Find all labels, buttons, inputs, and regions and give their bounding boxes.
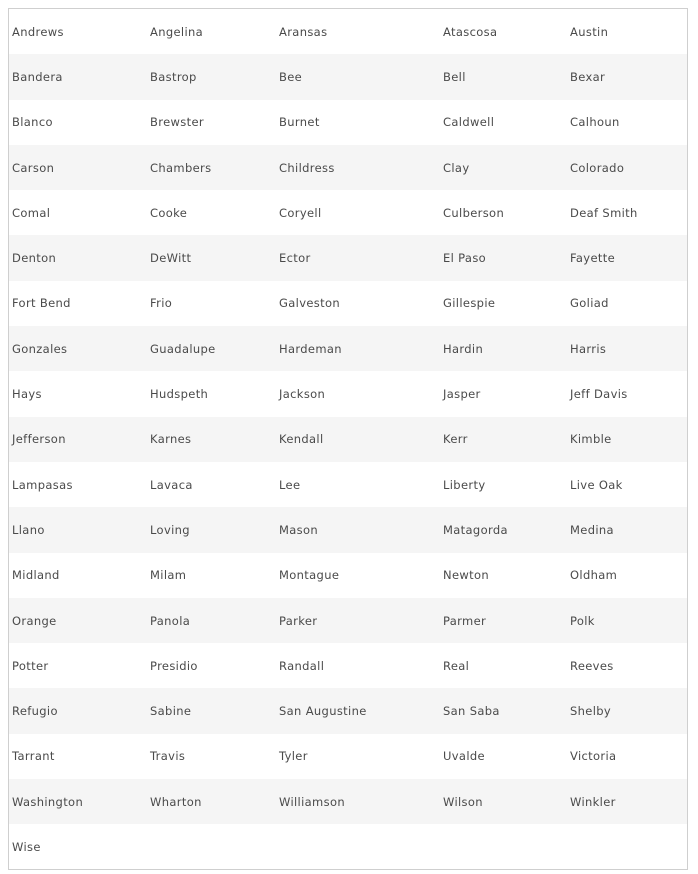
table-row <box>9 779 687 824</box>
county-cell: Hays <box>12 387 42 402</box>
county-cell: Bastrop <box>147 54 276 99</box>
county-cell: Matagorda <box>440 507 567 552</box>
county-cell: Aransas <box>279 24 328 39</box>
county-cell: Panola <box>147 598 276 643</box>
county-cell: Fayette <box>567 235 687 280</box>
county-cell: Comal <box>12 205 51 220</box>
table-row <box>9 598 687 643</box>
county-cell: Jeff Davis <box>570 387 628 402</box>
table-row <box>9 145 687 190</box>
county-cell: Caldwell <box>443 115 495 130</box>
county-cell: Burnet <box>279 115 320 130</box>
county-cell: Orange <box>9 598 147 643</box>
county-cell: Parker <box>276 598 440 643</box>
county-cell: Clay <box>440 145 567 190</box>
county-cell: Lampasas <box>12 477 73 492</box>
county-cell: Wharton <box>147 779 276 824</box>
county-cell: Sabine <box>147 688 276 733</box>
table-row <box>9 100 687 145</box>
county-cell: Childress <box>276 145 440 190</box>
county-cell: Fort Bend <box>12 296 71 311</box>
county-cell: Liberty <box>443 477 486 492</box>
county-cell: Parmer <box>440 598 567 643</box>
county-cell: Culberson <box>443 205 505 220</box>
county-cell: Hudspeth <box>150 387 209 402</box>
county-cell: Newton <box>443 568 490 583</box>
county-cell: Reeves <box>570 658 614 673</box>
table-row <box>9 643 687 688</box>
table-row <box>9 507 687 552</box>
county-cell: Loving <box>147 507 276 552</box>
county-cell: Cooke <box>150 205 188 220</box>
county-cell: Bell <box>440 54 567 99</box>
county-cell: Montague <box>279 568 340 583</box>
table-row <box>9 235 687 280</box>
county-cell: Atascosa <box>443 24 498 39</box>
county-cell: Lee <box>279 477 301 492</box>
county-cell: Williamson <box>276 779 440 824</box>
county-cell: Colorado <box>567 145 687 190</box>
county-cell: Calhoun <box>570 115 620 130</box>
table-row <box>9 281 687 326</box>
county-cell: Shelby <box>567 688 687 733</box>
county-cell: Midland <box>12 568 60 583</box>
county-cell: Ector <box>276 235 440 280</box>
county-cell: Deaf Smith <box>570 205 638 220</box>
county-cell: Real <box>443 658 470 673</box>
county-cell: Galveston <box>279 296 341 311</box>
county-cell: Lavaca <box>150 477 193 492</box>
county-cell: Victoria <box>570 749 617 764</box>
table-row <box>9 462 687 507</box>
county-cell: Polk <box>567 598 687 643</box>
county-cell: Gillespie <box>443 296 496 311</box>
county-cell: Randall <box>279 658 325 673</box>
county-cell: Bandera <box>9 54 147 99</box>
county-cell: Tyler <box>279 749 308 764</box>
county-cell: Brewster <box>150 115 204 130</box>
county-cell: Jefferson <box>9 417 147 462</box>
county-cell: Medina <box>567 507 687 552</box>
county-cell: Hardeman <box>276 326 440 371</box>
county-cell: Hardin <box>440 326 567 371</box>
county-cell: Refugio <box>9 688 147 733</box>
county-cell: DeWitt <box>147 235 276 280</box>
county-cell: Chambers <box>147 145 276 190</box>
table-row <box>9 190 687 235</box>
county-cell: Coryell <box>279 205 322 220</box>
county-cell: Angelina <box>150 24 204 39</box>
table-row <box>9 326 687 371</box>
table-row <box>9 54 687 99</box>
county-cell: San Augustine <box>276 688 440 733</box>
county-cell: Harris <box>567 326 687 371</box>
county-cell: Wilson <box>440 779 567 824</box>
county-cell: Frio <box>150 296 173 311</box>
county-cell: San Saba <box>440 688 567 733</box>
county-cell: Denton <box>9 235 147 280</box>
county-table-container <box>8 8 688 870</box>
table-row <box>9 688 687 733</box>
county-cell: Jackson <box>279 387 326 402</box>
table-row <box>9 9 687 54</box>
county-cell: Andrews <box>12 24 64 39</box>
table-row <box>9 553 687 598</box>
county-cell: Live Oak <box>570 477 623 492</box>
county-cell: Mason <box>276 507 440 552</box>
county-cell: Kendall <box>276 417 440 462</box>
county-cell: Bexar <box>567 54 687 99</box>
county-cell <box>147 824 276 869</box>
county-cell: Wise <box>12 839 41 854</box>
county-cell: Carson <box>9 145 147 190</box>
county-cell: Kerr <box>440 417 567 462</box>
county-cell: Uvalde <box>443 749 485 764</box>
table-row <box>9 734 687 779</box>
county-cell: Oldham <box>570 568 618 583</box>
county-cell: Karnes <box>147 417 276 462</box>
county-cell: Milam <box>150 568 187 583</box>
county-table-body <box>9 9 687 870</box>
county-cell: Presidio <box>150 658 198 673</box>
county-cell: Winkler <box>567 779 687 824</box>
county-cell: Potter <box>12 658 49 673</box>
county-cell: El Paso <box>440 235 567 280</box>
county-table <box>9 9 687 870</box>
county-cell: Guadalupe <box>147 326 276 371</box>
table-row <box>9 824 687 869</box>
county-cell: Kimble <box>567 417 687 462</box>
county-cell: Blanco <box>12 115 53 130</box>
county-cell: Austin <box>570 24 609 39</box>
county-cell: Llano <box>9 507 147 552</box>
county-cell: Travis <box>150 749 186 764</box>
county-cell: Goliad <box>570 296 609 311</box>
county-cell <box>440 824 567 869</box>
county-cell: Bee <box>276 54 440 99</box>
county-cell <box>276 824 440 869</box>
county-cell: Washington <box>9 779 147 824</box>
table-row <box>9 417 687 462</box>
county-cell: Gonzales <box>9 326 147 371</box>
county-cell: Tarrant <box>12 749 55 764</box>
county-cell <box>567 824 687 869</box>
table-row <box>9 371 687 416</box>
county-cell: Jasper <box>443 387 481 402</box>
